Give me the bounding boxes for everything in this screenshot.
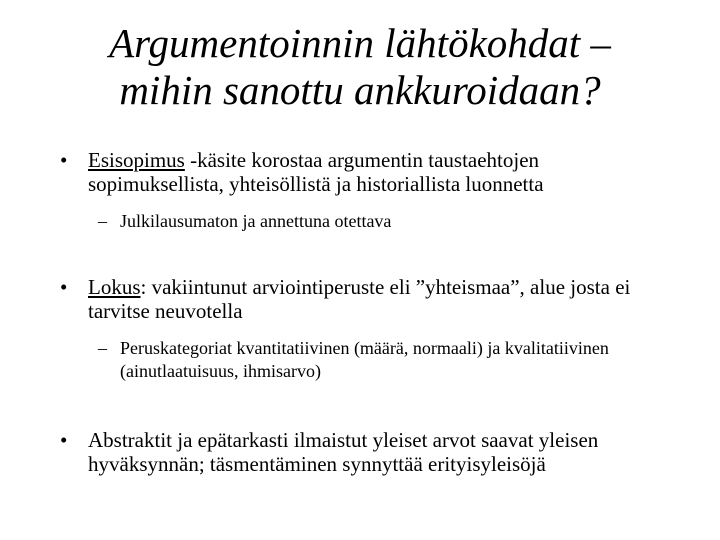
sub-item-text: Peruskategoriat kvantitatiivinen (määrä, normaali) ja kvalitatiivinen (ainutlaatuisuus, ihmisarvo) [120,338,609,381]
bullet-marker: • [60,428,68,452]
bullet-item-lokus [60,275,660,323]
slide-title-line-2: mihin sanottu ankkuroidaan? [119,67,601,113]
sub-item-text: Julkilausumaton ja annettuna otettava [120,211,392,231]
bullet-text-rest: -käsite korostaa argumentin taustaehtojen sopimuksellista, yhteisöllistä ja historiallista luonnetta [88,148,544,196]
sub-item-julkilausumaton [98,210,658,233]
bullet-marker: • [60,148,68,172]
bullet-text [88,148,660,196]
bullet-text-rest: : vakiintunut arviointiperuste eli ”yhteismaa”, alue josta ei tarvitse neuvotella [88,275,631,323]
slide-title-line-1: Argumentoinnin lähtökohdat – [109,20,611,66]
bullet-text: Abstraktit ja epätarkasti ilmaistut yleiset arvot saavat yleisen hyväksynnän; täsmentäminen synnyttää erityisyleisöjä [88,428,599,476]
sub-bullet-dash: – [98,211,107,231]
bullet-item-esisopimus [60,148,660,196]
term-lokus: Lokus [88,275,141,299]
sub-item-peruskategoriat [98,337,658,383]
bullet-item-abstraktit [60,428,660,476]
term-esisopimus: Esisopimus [88,148,185,172]
bullet-text [88,275,660,323]
sub-bullet-dash: – [98,338,107,358]
bullet-marker: • [60,275,68,299]
slide-title [0,20,720,114]
